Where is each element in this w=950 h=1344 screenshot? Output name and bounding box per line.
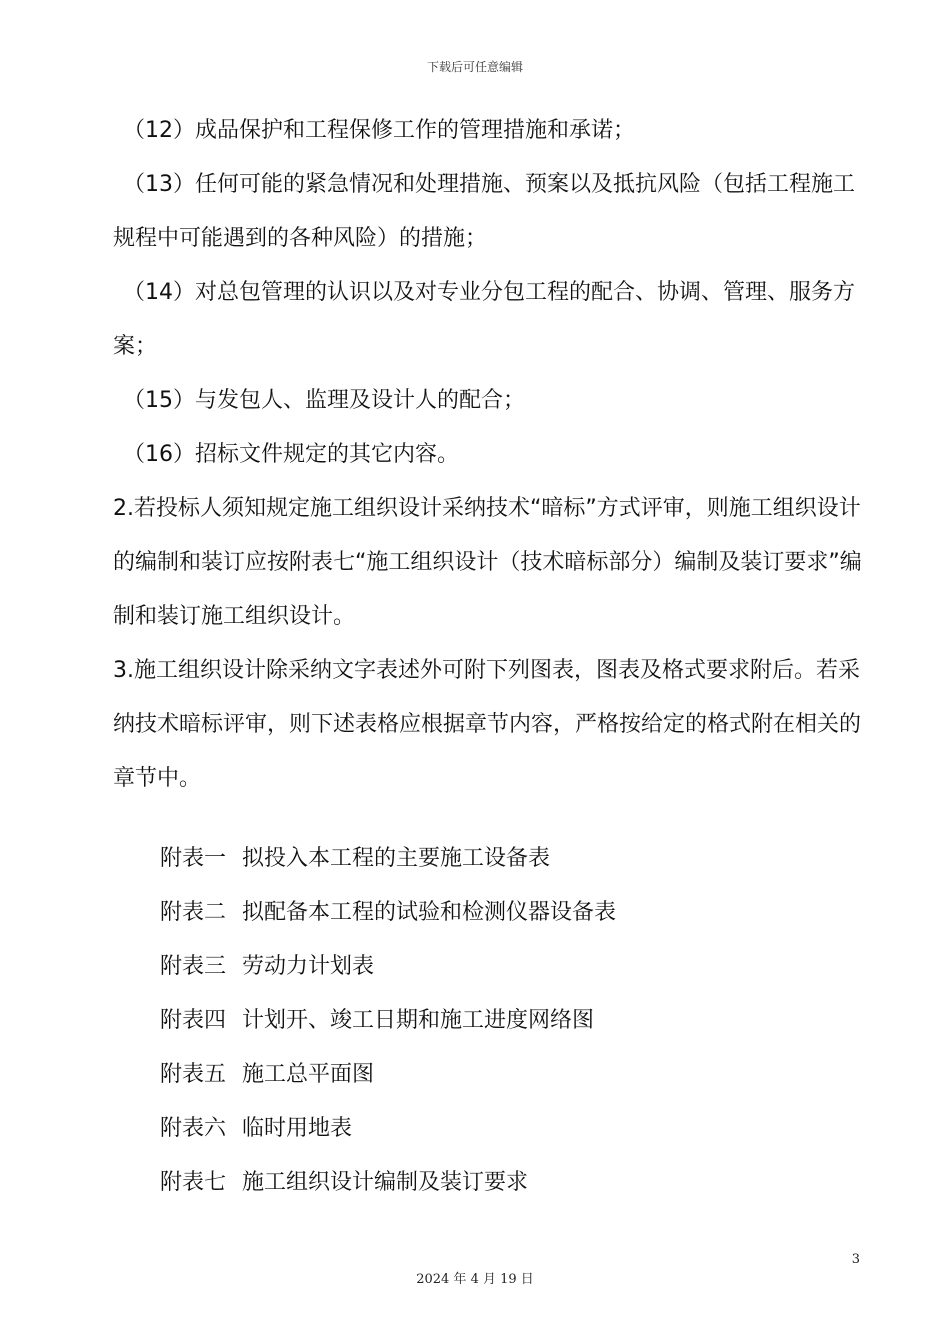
appendix-title: 劳动力计划表 (242, 954, 375, 979)
appendix-item (160, 1156, 860, 1210)
appendix-label: 附表五 (160, 1062, 227, 1087)
appendix-title: 计划开、竣工日期和施工进度网络图 (242, 1008, 595, 1033)
paragraph-item-14: （14）对总包管理的认识以及对专业分包工程的配合、协调、管理、服务方案； (113, 280, 855, 359)
appendix-label: 附表四 (160, 1008, 227, 1033)
appendix-item (160, 1102, 860, 1156)
appendix-item (160, 832, 860, 886)
paragraph-item-15: （15）与发包人、监理及设计人的配合； (123, 388, 525, 413)
appendix-item (160, 994, 860, 1048)
page-header: 下载后可任意编辑 (426, 60, 523, 74)
page-number: 3 (851, 1252, 860, 1267)
appendix-item (160, 1048, 860, 1102)
paragraph-item-12: （12）成品保护和工程保修工作的管理措施和承诺； (123, 118, 635, 143)
appendix-label: 附表二 (160, 900, 227, 925)
appendix-title: 拟投入本工程的主要施工设备表 (242, 846, 551, 871)
appendix-label: 附表三 (160, 954, 227, 979)
appendix-title: 施工总平面图 (242, 1062, 375, 1087)
appendix-title: 拟配备本工程的试验和检测仪器设备表 (242, 900, 617, 925)
footer-date: 2024 年 4 月 19 日 (416, 1272, 534, 1287)
appendix-item (160, 940, 860, 994)
paragraph-item-16: （16）招标文件规定的其它内容。 (123, 442, 459, 467)
appendix-label: 附表七 (160, 1170, 227, 1195)
paragraph-section-3: 3.施工组织设计除采纳文字表述外可附下列图表，图表及格式要求附后。若采纳技术暗标评审，则下述表格应根据章节内容，严格按给定的格式附在相关的章节中。 (113, 658, 862, 791)
appendix-list (160, 832, 860, 1210)
appendix-label: 附表一 (160, 846, 227, 871)
paragraph-item-13: （13）任何可能的紧急情况和处理措施、预案以及抵抗风险（包括工程施工规程中可能遇到的各种风险）的措施； (113, 172, 855, 251)
paragraph-section-2: 2.若投标人须知规定施工组织设计采纳技术“暗标”方式评审，则施工组织设计的编制和装订应按附表七“施工组织设计（技术暗标部分）编制及装订要求”编制和装订施工组织设计。 (113, 496, 862, 629)
appendix-label: 附表六 (160, 1116, 227, 1141)
appendix-title: 临时用地表 (242, 1116, 353, 1141)
appendix-title: 施工组织设计编制及装订要求 (242, 1170, 529, 1195)
document-body (113, 104, 863, 806)
appendix-item (160, 886, 860, 940)
